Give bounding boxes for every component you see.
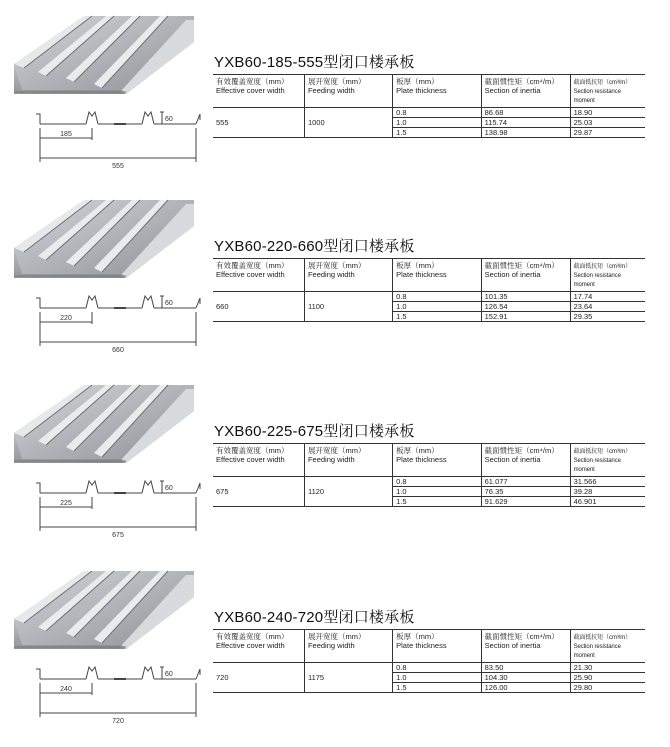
cover-width-cell: 720: [213, 663, 304, 693]
header-feeding-width: 展开宽度（mm） Feeding width: [304, 630, 392, 663]
cover-width-cell: 555: [213, 108, 304, 138]
resistance-cell: 31.566: [570, 477, 645, 487]
feeding-width-cell: 1175: [304, 663, 392, 693]
header-inertia: 截面惯性矩（cm⁴/m） Section of inertia: [481, 630, 570, 663]
product-section: [0, 567, 670, 747]
header-thickness: 板厚（mm） Plate thickness: [393, 259, 482, 292]
header-inertia: 截面惯性矩（cm⁴/m） Section of inertia: [481, 444, 570, 477]
height-label: 60: [165, 485, 173, 492]
deck-photo: [14, 567, 194, 649]
resistance-cell: 25.90: [570, 673, 645, 683]
spec-row: [213, 477, 645, 487]
header-cover-width: 有效覆盖宽度（mm） Effective cover width: [213, 444, 304, 477]
cover-width-label: 675: [112, 532, 124, 539]
feeding-width-cell: 1120: [304, 477, 392, 507]
deck-photo: [14, 381, 194, 463]
feeding-width-cell: 1000: [304, 108, 392, 138]
spec-table: [213, 258, 645, 322]
inertia-cell: 126.00: [481, 683, 570, 693]
resistance-cell: 18.90: [570, 108, 645, 118]
thickness-cell: 1.5: [393, 128, 482, 138]
cover-width-cell: 675: [213, 477, 304, 507]
thickness-cell: 0.8: [393, 292, 482, 302]
thickness-cell: 1.0: [393, 673, 482, 683]
rib-spacing-label: 240: [60, 686, 72, 693]
inertia-cell: 61.077: [481, 477, 570, 487]
rib-spacing-label: 225: [60, 500, 72, 507]
spec-table: [213, 74, 645, 138]
header-feeding-width: 展开宽度（mm） Feeding width: [304, 444, 392, 477]
inertia-cell: 86.68: [481, 108, 570, 118]
inertia-cell: 152.91: [481, 312, 570, 322]
cover-width-label: 720: [112, 718, 124, 725]
thickness-cell: 1.5: [393, 497, 482, 507]
product-title: YXB60-240-720型闭口楼承板: [214, 609, 415, 626]
cover-width-label: 660: [112, 347, 124, 354]
spec-row: [213, 663, 645, 673]
thickness-cell: 1.5: [393, 683, 482, 693]
header-resistance: 截面抵抗矩（cm³/m） Section resistance moment: [570, 259, 645, 292]
profile-diagram: [14, 665, 204, 727]
spec-header-row: [213, 630, 645, 663]
header-cover-width: 有效覆盖宽度（mm） Effective cover width: [213, 259, 304, 292]
height-label: 60: [165, 300, 173, 307]
resistance-cell: 23.64: [570, 302, 645, 312]
header-feeding-width: 展开宽度（mm） Feeding width: [304, 75, 392, 108]
inertia-cell: 115.74: [481, 118, 570, 128]
deck-photo: [14, 196, 194, 278]
header-thickness: 板厚（mm） Plate thickness: [393, 630, 482, 663]
profile-diagram: [14, 479, 204, 541]
header-cover-width: 有效覆盖宽度（mm） Effective cover width: [213, 75, 304, 108]
resistance-cell: 46.901: [570, 497, 645, 507]
header-thickness: 板厚（mm） Plate thickness: [393, 444, 482, 477]
spec-row: [213, 292, 645, 302]
thickness-cell: 0.8: [393, 663, 482, 673]
resistance-cell: 29.80: [570, 683, 645, 693]
product-title: YXB60-185-555型闭口楼承板: [214, 54, 415, 71]
header-inertia: 截面惯性矩（cm⁴/m） Section of inertia: [481, 75, 570, 108]
inertia-cell: 83.50: [481, 663, 570, 673]
cover-width-label: 555: [112, 163, 124, 170]
product-title: YXB60-225-675型闭口楼承板: [214, 423, 415, 440]
header-resistance: 截面抵抗矩（cm³/m） Section resistance moment: [570, 444, 645, 477]
resistance-cell: 17.74: [570, 292, 645, 302]
height-label: 60: [165, 116, 173, 123]
rib-spacing-label: 185: [60, 131, 72, 138]
thickness-cell: 1.0: [393, 487, 482, 497]
profile-diagram: [14, 110, 204, 172]
spec-header-row: [213, 75, 645, 108]
spec-header-row: [213, 444, 645, 477]
resistance-cell: 25.03: [570, 118, 645, 128]
rib-spacing-label: 220: [60, 315, 72, 322]
spec-table: [213, 629, 645, 693]
inertia-cell: 138.98: [481, 128, 570, 138]
inertia-cell: 104.30: [481, 673, 570, 683]
cover-width-cell: 660: [213, 292, 304, 322]
inertia-cell: 76.35: [481, 487, 570, 497]
spec-row: [213, 108, 645, 118]
deck-photo: [14, 12, 194, 94]
header-cover-width: 有效覆盖宽度（mm） Effective cover width: [213, 630, 304, 663]
product-section: [0, 12, 670, 192]
product-title: YXB60-220-660型闭口楼承板: [214, 238, 415, 255]
header-resistance: 截面抵抗矩（cm³/m） Section resistance moment: [570, 630, 645, 663]
header-feeding-width: 展开宽度（mm） Feeding width: [304, 259, 392, 292]
feeding-width-cell: 1100: [304, 292, 392, 322]
profile-diagram: [14, 294, 204, 356]
thickness-cell: 1.0: [393, 118, 482, 128]
thickness-cell: 0.8: [393, 477, 482, 487]
thickness-cell: 1.5: [393, 312, 482, 322]
inertia-cell: 91.629: [481, 497, 570, 507]
resistance-cell: 21.30: [570, 663, 645, 673]
resistance-cell: 29.87: [570, 128, 645, 138]
inertia-cell: 126.54: [481, 302, 570, 312]
header-inertia: 截面惯性矩（cm⁴/m） Section of inertia: [481, 259, 570, 292]
header-thickness: 板厚（mm） Plate thickness: [393, 75, 482, 108]
spec-table: [213, 443, 645, 507]
inertia-cell: 101.35: [481, 292, 570, 302]
height-label: 60: [165, 671, 173, 678]
thickness-cell: 0.8: [393, 108, 482, 118]
thickness-cell: 1.0: [393, 302, 482, 312]
resistance-cell: 39.28: [570, 487, 645, 497]
product-section: [0, 381, 670, 561]
spec-header-row: [213, 259, 645, 292]
header-resistance: 截面抵抗矩（cm³/m） Section resistance moment: [570, 75, 645, 108]
product-section: [0, 196, 670, 376]
resistance-cell: 29.35: [570, 312, 645, 322]
